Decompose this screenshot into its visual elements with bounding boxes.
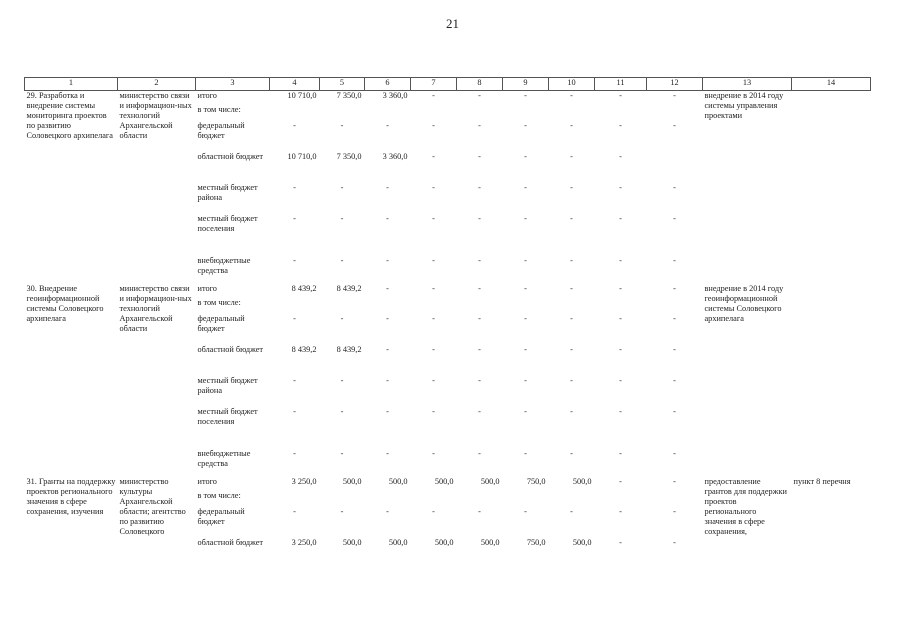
value-cell: - bbox=[570, 182, 573, 192]
value-cell: - bbox=[432, 313, 435, 323]
column-number-row bbox=[25, 78, 871, 91]
value-cell: - bbox=[432, 91, 435, 100]
reference-cell bbox=[792, 91, 871, 284]
value-cell: - bbox=[478, 91, 481, 100]
value-cell: - bbox=[570, 313, 573, 323]
value-cell: - bbox=[673, 537, 676, 547]
header-cell: 12 bbox=[647, 78, 703, 91]
value-cell bbox=[411, 105, 457, 121]
value-cell: - bbox=[293, 448, 296, 458]
value-cell: - bbox=[293, 182, 296, 192]
value-cell: - bbox=[432, 283, 435, 293]
value-cell: - bbox=[570, 375, 573, 385]
value-cell: - bbox=[340, 375, 344, 385]
value-cell bbox=[320, 298, 365, 314]
value-cell: 500,0 bbox=[388, 476, 408, 486]
value-cell: - bbox=[524, 255, 527, 265]
value-cell: - bbox=[478, 151, 481, 161]
value-cell: - bbox=[619, 406, 622, 416]
funding-source-label: в том числе: bbox=[197, 297, 241, 307]
value-cell: - bbox=[570, 448, 573, 458]
value-cell: - bbox=[673, 283, 676, 293]
value-cell: - bbox=[432, 375, 435, 385]
value-cell: - bbox=[432, 448, 435, 458]
value-cell: 7 350,0 bbox=[336, 91, 362, 100]
value-cell: 500,0 bbox=[388, 537, 408, 547]
measure-name-cell: 30. Внедрение геоинформационной системы Соловецкого архипелага bbox=[26, 283, 104, 323]
value-cell: - bbox=[673, 313, 676, 323]
value-cell: - bbox=[340, 213, 344, 223]
value-cell: - bbox=[619, 375, 622, 385]
header-cell: 3 bbox=[196, 78, 270, 91]
value-cell: - bbox=[673, 406, 676, 416]
measure-name-cell: 31. Гранты на поддержку проектов регионального значения в сфере сохранения, изучения bbox=[26, 476, 116, 516]
header-cell: 9 bbox=[503, 78, 549, 91]
budget-table bbox=[24, 77, 871, 569]
value-cell: 8 439,2 bbox=[291, 344, 317, 354]
value-cell: - bbox=[570, 255, 573, 265]
value-cell: - bbox=[619, 182, 622, 192]
funding-source-label: итого bbox=[197, 476, 217, 486]
value-cell bbox=[320, 105, 365, 121]
table-row bbox=[25, 91, 871, 105]
expected-result-cell: внедрение в 2014 году геоинформационной системы Соловецкого архипелага bbox=[704, 283, 784, 323]
value-cell: - bbox=[673, 182, 676, 192]
value-cell bbox=[595, 298, 647, 314]
value-cell: - bbox=[673, 375, 676, 385]
value-cell: 500,0 bbox=[342, 537, 362, 547]
executor-cell: министерство культуры Архангельской области; агентство по развитию Соловецкого bbox=[119, 476, 186, 536]
value-cell: - bbox=[386, 406, 389, 416]
value-cell: 500,0 bbox=[480, 537, 500, 547]
table-body bbox=[25, 91, 871, 569]
header-cell: 7 bbox=[411, 78, 457, 91]
value-cell: - bbox=[386, 506, 389, 516]
value-cell: - bbox=[432, 506, 435, 516]
value-cell: - bbox=[524, 506, 527, 516]
value-cell: - bbox=[673, 255, 676, 265]
value-cell: - bbox=[619, 120, 622, 130]
value-cell: 500,0 bbox=[434, 537, 454, 547]
page-number: 21 bbox=[446, 16, 459, 31]
value-cell: - bbox=[432, 120, 435, 130]
header-cell: 4 bbox=[270, 78, 320, 91]
funding-source-label: областной бюджет bbox=[197, 537, 264, 547]
header-cell: 10 bbox=[549, 78, 595, 91]
value-cell bbox=[270, 298, 320, 314]
value-cell bbox=[647, 298, 703, 314]
funding-source-label: итого bbox=[197, 283, 217, 293]
value-cell: - bbox=[570, 91, 573, 100]
reference-cell bbox=[792, 284, 871, 477]
value-cell: - bbox=[478, 406, 481, 416]
value-cell: - bbox=[673, 91, 676, 100]
value-cell: - bbox=[524, 120, 527, 130]
value-cell: - bbox=[340, 448, 344, 458]
value-cell: - bbox=[524, 91, 527, 100]
value-cell bbox=[365, 105, 411, 121]
value-cell: - bbox=[386, 255, 389, 265]
value-cell: - bbox=[478, 182, 481, 192]
header-cell: 5 bbox=[320, 78, 365, 91]
value-cell bbox=[549, 491, 595, 507]
value-cell: 500,0 bbox=[572, 476, 592, 486]
value-cell: 500,0 bbox=[572, 537, 592, 547]
funding-source-label: областной бюджет bbox=[197, 344, 264, 354]
value-cell: - bbox=[524, 213, 527, 223]
table-row bbox=[25, 477, 871, 491]
value-cell: - bbox=[524, 151, 527, 161]
value-cell: 3 360,0 bbox=[382, 91, 408, 100]
value-cell: 500,0 bbox=[480, 476, 500, 486]
funding-source-label: в том числе: bbox=[197, 104, 241, 114]
value-cell: 7 350,0 bbox=[336, 151, 362, 161]
header-cell: 13 bbox=[703, 78, 792, 91]
funding-source-label: федеральный бюджет bbox=[197, 506, 245, 526]
value-cell: - bbox=[432, 213, 435, 223]
funding-source-label: местный бюджет района bbox=[197, 182, 258, 202]
value-cell bbox=[595, 491, 647, 507]
value-cell: - bbox=[524, 406, 527, 416]
value-cell: - bbox=[478, 120, 481, 130]
value-cell bbox=[270, 491, 320, 507]
value-cell bbox=[365, 298, 411, 314]
funding-source-label: местный бюджет района bbox=[197, 375, 258, 395]
value-cell bbox=[457, 491, 503, 507]
value-cell: 10 710,0 bbox=[287, 91, 317, 100]
value-cell: - bbox=[524, 344, 527, 354]
funding-source-label: в том числе: bbox=[197, 490, 241, 500]
funding-source-label: федеральный бюджет bbox=[197, 313, 245, 333]
value-cell bbox=[411, 491, 457, 507]
value-cell: - bbox=[432, 182, 435, 192]
value-cell: - bbox=[524, 182, 527, 192]
value-cell: - bbox=[432, 151, 435, 161]
value-cell: - bbox=[570, 283, 573, 293]
value-cell: - bbox=[619, 476, 622, 486]
value-cell bbox=[647, 105, 703, 121]
value-cell bbox=[503, 298, 549, 314]
value-cell bbox=[503, 491, 549, 507]
expected-result-cell: предоставление грантов для поддержки проектов регионального значения в сфере сохранения, bbox=[704, 476, 787, 536]
value-cell: - bbox=[293, 213, 296, 223]
value-cell bbox=[549, 298, 595, 314]
value-cell: - bbox=[386, 120, 389, 130]
value-cell: - bbox=[340, 406, 344, 416]
value-cell: - bbox=[293, 255, 296, 265]
header-cell: 8 bbox=[457, 78, 503, 91]
value-cell: - bbox=[673, 476, 676, 486]
funding-source-label: местный бюджет поселения bbox=[197, 406, 258, 426]
value-cell: 3 360,0 bbox=[382, 151, 408, 161]
value-cell bbox=[411, 298, 457, 314]
value-cell bbox=[270, 105, 320, 121]
value-cell: - bbox=[570, 151, 573, 161]
value-cell: - bbox=[386, 313, 389, 323]
value-cell bbox=[503, 105, 549, 121]
value-cell: - bbox=[619, 537, 622, 547]
value-cell: 500,0 bbox=[434, 476, 454, 486]
value-cell: 750,0 bbox=[526, 537, 546, 547]
value-cell: - bbox=[293, 506, 296, 516]
value-cell: - bbox=[432, 255, 435, 265]
header-cell: 6 bbox=[365, 78, 411, 91]
value-cell: - bbox=[619, 506, 622, 516]
value-cell: - bbox=[673, 448, 676, 458]
value-cell: - bbox=[524, 448, 527, 458]
value-cell: - bbox=[478, 375, 481, 385]
value-cell bbox=[647, 152, 703, 183]
value-cell: - bbox=[386, 213, 389, 223]
value-cell: - bbox=[478, 255, 481, 265]
value-cell: 8 439,2 bbox=[291, 283, 317, 293]
value-cell bbox=[595, 105, 647, 121]
value-cell: - bbox=[340, 182, 344, 192]
reference-cell: пункт 8 перечня bbox=[793, 476, 851, 486]
funding-source-label: итого bbox=[197, 91, 217, 100]
value-cell: - bbox=[619, 448, 622, 458]
value-cell: - bbox=[386, 375, 389, 385]
value-cell: - bbox=[386, 344, 389, 354]
value-cell: - bbox=[619, 91, 622, 100]
funding-source-label: федеральный бюджет bbox=[197, 120, 245, 140]
value-cell: - bbox=[478, 448, 481, 458]
value-cell: - bbox=[478, 506, 481, 516]
value-cell: - bbox=[293, 406, 296, 416]
executor-cell: министерство связи и информацион-ных технологий Архангельской области bbox=[119, 283, 192, 333]
value-cell: - bbox=[619, 313, 622, 323]
value-cell: - bbox=[570, 506, 573, 516]
funding-source-label: внебюджетные средства bbox=[197, 448, 251, 468]
value-cell: - bbox=[478, 313, 481, 323]
value-cell: - bbox=[619, 283, 622, 293]
value-cell: - bbox=[619, 255, 622, 265]
value-cell bbox=[457, 105, 503, 121]
value-cell: - bbox=[673, 344, 676, 354]
value-cell: 8 439,2 bbox=[336, 283, 362, 293]
table-row bbox=[25, 284, 871, 298]
value-cell: 750,0 bbox=[526, 476, 546, 486]
funding-source-label: областной бюджет bbox=[197, 151, 264, 161]
expected-result-cell: внедрение в 2014 году системы управления проектами bbox=[704, 91, 784, 120]
value-cell: - bbox=[386, 283, 389, 293]
value-cell: - bbox=[340, 506, 344, 516]
value-cell: - bbox=[570, 213, 573, 223]
value-cell: - bbox=[619, 344, 622, 354]
value-cell: - bbox=[432, 344, 435, 354]
value-cell: 8 439,2 bbox=[336, 344, 362, 354]
value-cell: - bbox=[619, 151, 622, 161]
value-cell: 3 250,0 bbox=[291, 476, 317, 486]
value-cell: - bbox=[340, 255, 344, 265]
value-cell: - bbox=[673, 506, 676, 516]
value-cell: - bbox=[432, 406, 435, 416]
value-cell: - bbox=[570, 120, 573, 130]
value-cell bbox=[320, 491, 365, 507]
value-cell: - bbox=[478, 283, 481, 293]
value-cell: 3 250,0 bbox=[291, 537, 317, 547]
value-cell: - bbox=[524, 313, 527, 323]
value-cell: - bbox=[340, 313, 344, 323]
value-cell: - bbox=[293, 375, 296, 385]
value-cell: - bbox=[340, 120, 344, 130]
value-cell: - bbox=[619, 213, 622, 223]
value-cell bbox=[365, 491, 411, 507]
value-cell: - bbox=[673, 213, 676, 223]
value-cell: - bbox=[570, 344, 573, 354]
header-cell: 1 bbox=[25, 78, 118, 91]
header-cell: 2 bbox=[118, 78, 196, 91]
value-cell bbox=[647, 491, 703, 507]
value-cell: - bbox=[293, 313, 296, 323]
value-cell: - bbox=[293, 120, 296, 130]
value-cell bbox=[549, 105, 595, 121]
value-cell: - bbox=[386, 448, 389, 458]
value-cell: - bbox=[673, 120, 676, 130]
header-cell: 11 bbox=[595, 78, 647, 91]
value-cell: - bbox=[524, 283, 527, 293]
value-cell: - bbox=[524, 375, 527, 385]
funding-source-label: внебюджетные средства bbox=[197, 255, 251, 275]
measure-name-cell: 29. Разработка и внедрение системы мониторинга проектов по развитию Соловецкого архипелага bbox=[26, 91, 113, 140]
funding-source-label: местный бюджет поселения bbox=[197, 213, 258, 233]
value-cell: - bbox=[478, 213, 481, 223]
value-cell: 500,0 bbox=[342, 476, 362, 486]
executor-cell: министерство связи и информацион-ных технологий Архангельской области bbox=[119, 91, 192, 140]
value-cell: - bbox=[478, 344, 481, 354]
header-cell: 14 bbox=[792, 78, 871, 91]
value-cell: 10 710,0 bbox=[287, 151, 317, 161]
value-cell: - bbox=[386, 182, 389, 192]
value-cell bbox=[457, 298, 503, 314]
value-cell: - bbox=[570, 406, 573, 416]
